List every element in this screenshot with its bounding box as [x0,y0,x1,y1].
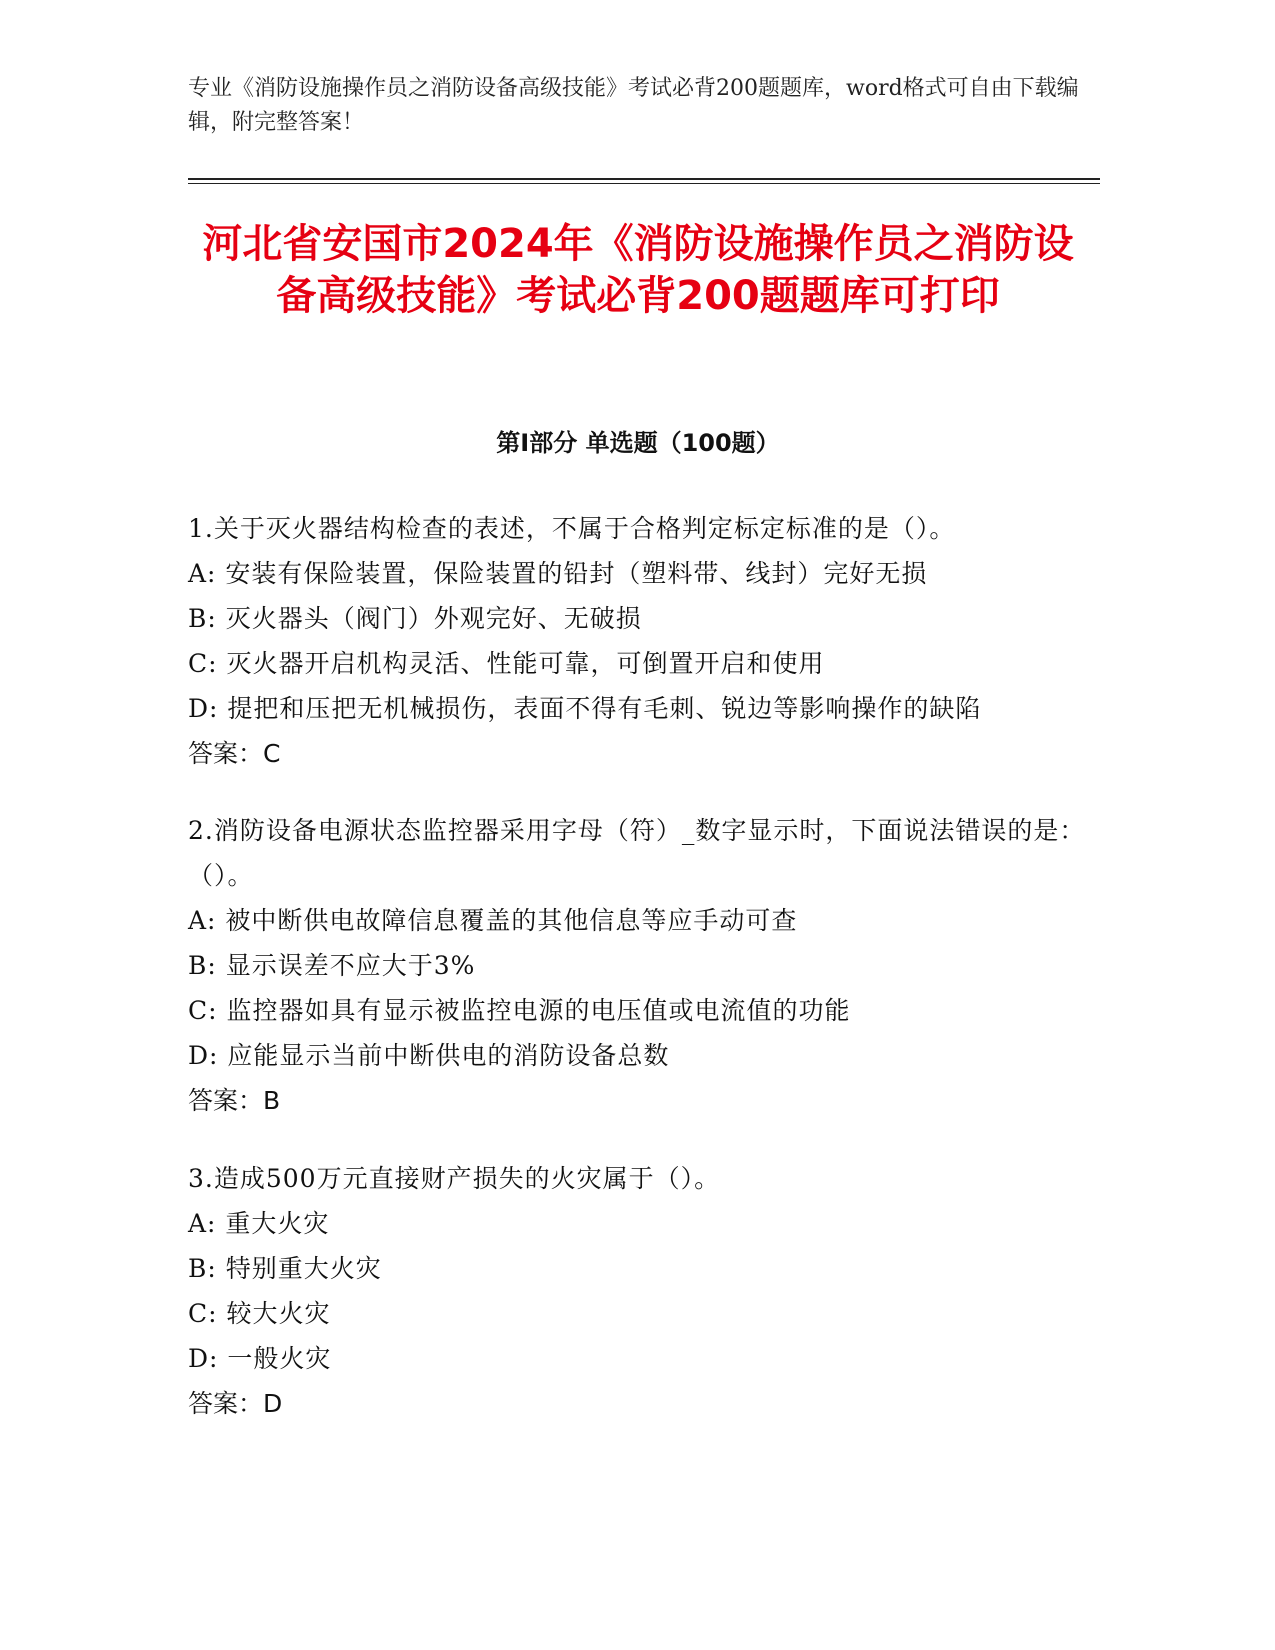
question-2 [188,808,1088,1123]
header-note: 专业《消防设施操作员之消防设备高级技能》考试必背200题题库，word格式可自由下载编辑，附完整答案！ [188,76,1079,135]
header-divider-thick [188,178,1100,180]
section-heading: 第I部分 单选题（100题） [496,429,780,457]
header-divider-thin [188,183,1100,184]
option-d: D: 应能显示当前中断供电的消防设备总数 [188,1041,670,1070]
question-3 [188,1156,1088,1426]
option-b: B: 特别重大火灾 [188,1254,382,1283]
option-d: D: 提把和压把无机械损伤，表面不得有毛刺、锐边等影响操作的缺陷 [188,694,982,723]
option-c: C: 监控器如具有显示被监控电源的电压值或电流值的功能 [188,996,851,1025]
option-d: D: 一般火灾 [188,1344,332,1373]
option-a: A: 重大火灾 [188,1209,330,1238]
answer: 答案：C [188,739,281,768]
document-title: 河北省安国市2024年《消防设施操作员之消防设备高级技能》考试必背200题题库可打印 [202,221,1074,319]
question-1 [188,506,1088,776]
question-stem: 1.关于灭火器结构检查的表述，不属于合格判定标定标准的是（）。 [188,514,956,543]
question-stem: 3.造成500万元直接财产损失的火灾属于（）。 [188,1164,721,1193]
option-b: B: 灭火器头（阀门）外观完好、无破损 [188,604,642,633]
answer: 答案：B [188,1086,281,1115]
question-stem: 2.消防设备电源状态监控器采用字母（符）_数字显示时，下面说法错误的是：（）。 [188,816,1086,890]
option-c: C: 灭火器开启机构灵活、性能可靠，可倒置开启和使用 [188,649,825,678]
answer: 答案：D [188,1389,283,1418]
option-a: A: 被中断供电故障信息覆盖的其他信息等应手动可查 [188,906,798,935]
option-c: C: 较大火灾 [188,1299,331,1328]
option-a: A: 安装有保险装置，保险装置的铅封（塑料带、线封）完好无损 [188,559,928,588]
option-b: B: 显示误差不应大于3% [188,951,476,980]
